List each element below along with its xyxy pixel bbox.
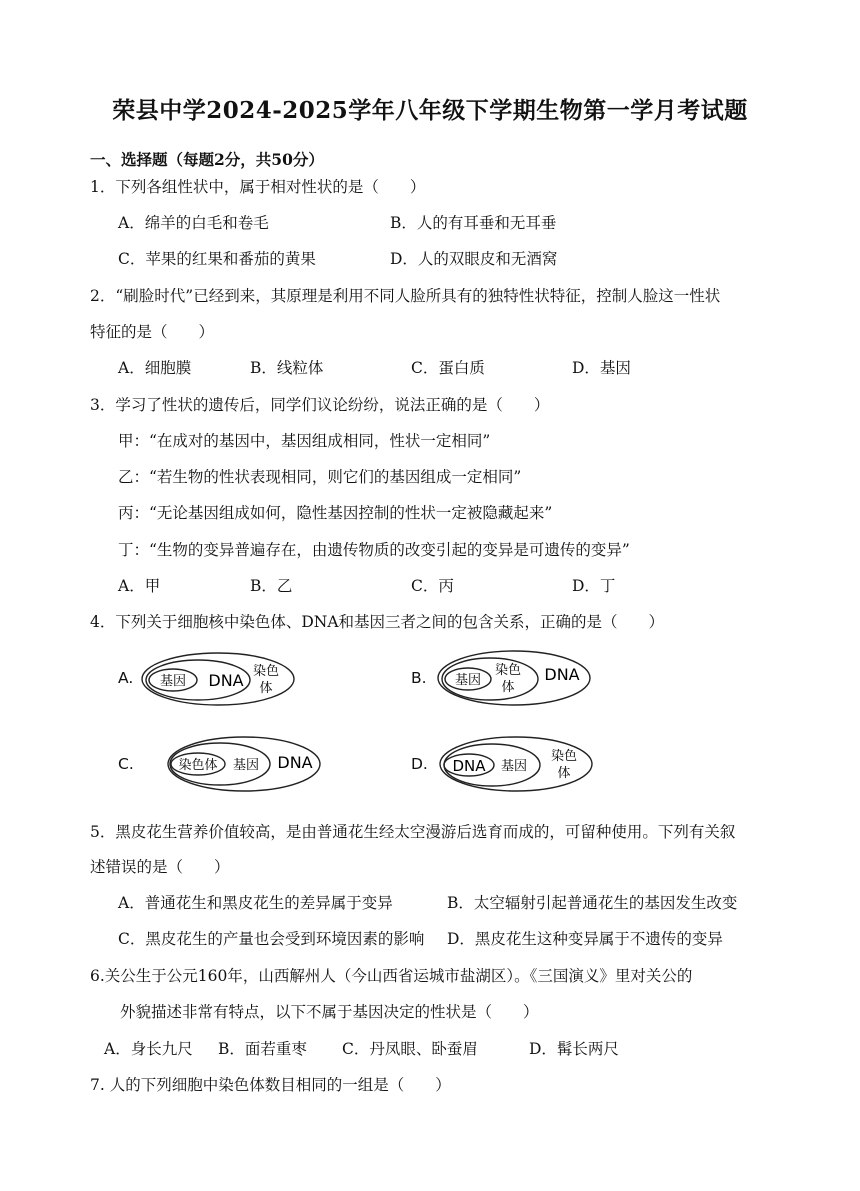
outer-label-1: 染色 xyxy=(252,664,280,679)
middle-label-2: 体 xyxy=(501,680,515,695)
question-4-option-c-label: C. xyxy=(118,755,134,773)
question-2-option-a: A．细胞膜 xyxy=(118,359,192,377)
question-4-option-b-label: B. xyxy=(411,669,427,687)
question-3-option-b: B．乙 xyxy=(250,577,293,595)
option-a-diagram xyxy=(140,650,300,708)
question-5-stem-line1: 5．黑皮花生营养价值较高，是由普通花生经太空漫游后选育而成的，可留种使用。下列有关叙 xyxy=(90,823,736,841)
question-3-statement-ding: 丁：“生物的变异普遍存在，由遗传物质的改变引起的变异是可遗传的变异” xyxy=(118,541,630,559)
inner-label: 基因 xyxy=(454,673,482,688)
outer-label-1: 染色 xyxy=(550,749,578,764)
option-c-diagram xyxy=(164,734,324,794)
question-6-option-b: B．面若重枣 xyxy=(218,1040,307,1058)
question-3-stem: 3．学习了性状的遗传后，同学们议论纷纷，说法正确的是（ ） xyxy=(90,396,550,414)
inner-label: DNA xyxy=(452,757,486,775)
question-6-option-c: C．丹凤眼、卧蚕眉 xyxy=(342,1040,478,1058)
question-5-option-c: C．黑皮花生的产量也会受到环境因素的影响 xyxy=(118,930,425,948)
option-d-diagram xyxy=(438,734,598,794)
option-b-diagram xyxy=(436,648,596,708)
question-2-option-b: B．线粒体 xyxy=(250,359,324,377)
middle-label: 基因 xyxy=(232,758,260,773)
question-1-option-a: A．绵羊的白毛和卷毛 xyxy=(118,214,269,232)
question-2-stem-line2: 特征的是（ ） xyxy=(90,323,215,341)
question-1-option-c: C．苹果的红果和番茄的黄果 xyxy=(118,250,316,268)
question-2-stem-line1: 2．“刷脸时代”已经到来，其原理是利用不同人脸所具有的独特性状特征，控制人脸这一性状 xyxy=(90,287,721,305)
question-6-option-a: A．身长九尺 xyxy=(104,1040,193,1058)
outer-label-2: 体 xyxy=(259,681,273,696)
question-1-stem: 1．下列各组性状中，属于相对性状的是（ ） xyxy=(90,178,426,196)
question-3-option-d: D．丁 xyxy=(572,577,616,595)
question-3-statement-yi: 乙：“若生物的性状表现相同，则它们的基因组成一定相同” xyxy=(118,468,522,486)
question-3-option-c: C．丙 xyxy=(411,577,454,595)
question-4-stem: 4．下列关于细胞核中染色体、DNA和基因三者之间的包含关系，正确的是（ ） xyxy=(90,613,665,631)
question-4-option-d-label: D. xyxy=(411,755,428,773)
outer-label: DNA xyxy=(277,753,313,772)
question-3-statement-jia: 甲：“在成对的基因中，基因组成相同，性状一定相同” xyxy=(118,432,491,450)
question-7-stem: 7. 人的下列细胞中染色体数目相同的一组是（ ） xyxy=(90,1076,451,1094)
page-title: 荣县中学2024-2025学年八年级下学期生物第一学月考试题 xyxy=(112,97,748,124)
question-3-option-a: A．甲 xyxy=(118,577,161,595)
question-5-stem-line2: 述错误的是（ ） xyxy=(90,858,230,876)
middle-label: 基因 xyxy=(500,759,528,774)
question-1-option-b: B．人的有耳垂和无耳垂 xyxy=(390,214,557,232)
section-heading: 一、选择题（每题2分，共50分） xyxy=(90,150,324,169)
middle-label-1: 染色 xyxy=(494,663,522,678)
question-5-option-b: B．太空辐射引起普通花生的基因发生改变 xyxy=(447,894,738,912)
outer-label: DNA xyxy=(544,665,580,684)
question-2-option-c: C．蛋白质 xyxy=(411,359,485,377)
question-1-option-d: D．人的双眼皮和无酒窝 xyxy=(390,250,558,268)
question-4-option-a-label: A. xyxy=(118,669,134,687)
question-6-stem-line2: 外貌描述非常有特点，以下不属于基因决定的性状是（ ） xyxy=(120,1003,539,1021)
inner-label: 基因 xyxy=(159,674,187,689)
question-5-option-d: D．黑皮花生这种变异属于不遗传的变异 xyxy=(447,930,723,948)
question-3-statement-bing: 丙：“无论基因组成如何，隐性基因控制的性状一定被隐藏起来” xyxy=(118,504,553,522)
middle-label: DNA xyxy=(208,671,244,690)
question-6-option-d: D．髯长两尺 xyxy=(529,1040,619,1058)
question-2-option-d: D．基因 xyxy=(572,359,631,377)
outer-label-2: 体 xyxy=(557,766,571,781)
inner-label: 染色体 xyxy=(178,758,218,773)
question-5-option-a: A．普通花生和黑皮花生的差异属于变异 xyxy=(118,894,393,912)
question-6-stem-line1: 6.关公生于公元160年，山西解州人（今山西省运城市盐湖区）。《三国演义》里对关公的 xyxy=(90,967,693,985)
